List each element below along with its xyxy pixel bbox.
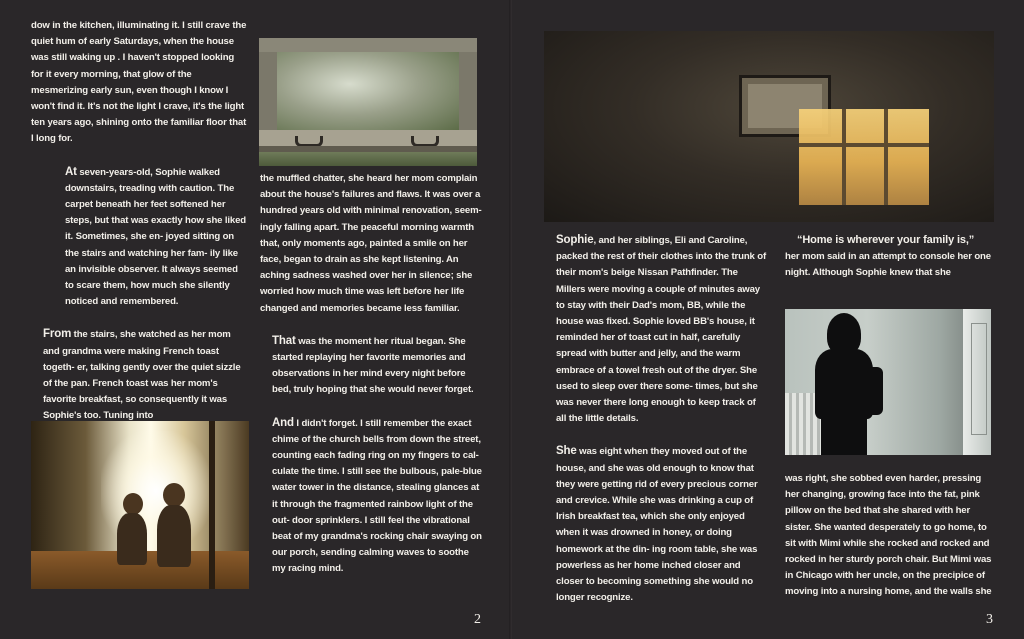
paragraph-kitchen-light: dow in the kitchen, illuminating it. I still crave the quiet hum of early Saturdays, when the house was still waking up . I haven't stopped looking for it every morning, that glow of the mesmerizing early sun, even though I know I won't find it. It's not the light I crave, it's the light ten years ago, shining onto the familiar floor that I long for. [31, 20, 247, 145]
lead-word-at: At [65, 165, 77, 178]
paragraph-sobbed: was right, she sobbed even harder, pressing her changing, growing face into the fat, pink pillow on the bed that she shared with her sister. She wanted desperately to go home, to sit with Mimi while she rocked and rocked and rocked in her sturdy porch chair. But Mimi was in Chicago with her uncle, on the precipice of moving into a nursing home, and the walls she [785, 473, 992, 598]
paragraph-console: her mom said in an attempt to console her one night. Although Sophie knew that she [785, 251, 991, 279]
paragraph-didnt-forget [260, 415, 482, 578]
photo-girl-silhouette [785, 309, 991, 455]
paragraph-packing [544, 232, 768, 427]
paragraph-from-stairs [31, 326, 247, 424]
paragraph-text: seven-years-old, Sophie walked downstairs, treading with caution. The carpet beneath her feet softened her steps, but that was exactly how she liked it. Sometimes, she en- joyed sitting on the stairs and watching her fam- ily like an invisible observer. It always seemed to scare them, how much she silently noticed and remembered. [65, 166, 246, 308]
paragraph-text: , and her siblings, Eli and Caroline, packed the rest of their clothes into the trunk of their mom's beige Nissan Pathfinder. The Millers were moving a couple of minutes away to stay with their Dad's mom, BB, while the house was fixed. Sophie loved BB's house, it reminded her of toast cut in half, carefully spread with butter and jelly, and the warm embrace of a towel fresh out of the dryer. She used to sleep over there some- times, but she was never there long enough to keep track of all the little details. [556, 235, 766, 425]
photo-sunlit-wall [544, 31, 994, 222]
lead-word-and: And [272, 416, 294, 429]
paragraph-seven-years-old [31, 164, 247, 311]
paragraph-ritual [260, 333, 482, 399]
paragraph-moved-out [544, 443, 768, 606]
lead-word-sophie: Sophie [556, 234, 594, 246]
photo-children-at-door [31, 421, 249, 589]
left-column-1 [31, 18, 247, 425]
right-column-2-top [785, 232, 995, 282]
paragraph-text: the stairs, she watched as her mom and grandma were making French toast togeth- er, talking gently over the quiet sizzle of the pan. French toast was her mom's favorite breakfast, so consequently it was Sophie's too. Tuning into [43, 329, 241, 422]
paragraph-text: I didn't forget. I still remember the exact chime of the church bells from down the street, counting each fading ring on my fingers to cal- culate the time. I still see the bulbous, pale-blue water tower in the distance, stealing glances at it through the fragmented rainbow light of the out- door sprinklers. I still feel the vibrational beat of my grandma's rocking chair swaying on our porch, sending calming waves to soothe my racing mind. [272, 417, 482, 575]
lead-word-she: She [556, 445, 577, 458]
left-column-2 [260, 171, 482, 578]
right-column-1 [544, 232, 768, 606]
pull-quote [785, 232, 995, 249]
quote-text: “Home is wherever your family is,” [797, 234, 975, 246]
paragraph-muffled-chatter: the muffled chatter, she heard her mom complain about the house's failures and flaws. It was over a hundred years old with minimal renovation, seem- ingly falling apart. The peaceful morning warmth that, only moments ago, painted a smile on her face, began to drain as she kept listening. An aching sadness washed over her in silence; she worried how much time was left before her life changed and memories became less familiar. [260, 173, 482, 314]
photo-window-sill [259, 38, 477, 166]
right-column-2-bottom [785, 471, 995, 601]
lead-word-that: That [272, 334, 296, 347]
page-number-right: 3 [986, 612, 993, 627]
lead-word-from: From [43, 328, 72, 341]
right-page [512, 0, 1024, 639]
paragraph-text: was eight when they moved out of the house, and she was old enough to know that they were getting rid of every precious corner and crevice. While she was drinking a cup of Irish breakfast tea, which she only enjoyed when it was drowned in honey, or doing homework at the din- ing room table, she was powerless as her home inched closer and closer to becoming something she would no longer recognize. [556, 446, 758, 604]
page-number-left: 2 [474, 612, 481, 627]
paragraph-text: was the moment her ritual began. She started replaying her favorite memories and observations in her mind every night before bed, truly hoping that she would never forget. [272, 335, 474, 396]
